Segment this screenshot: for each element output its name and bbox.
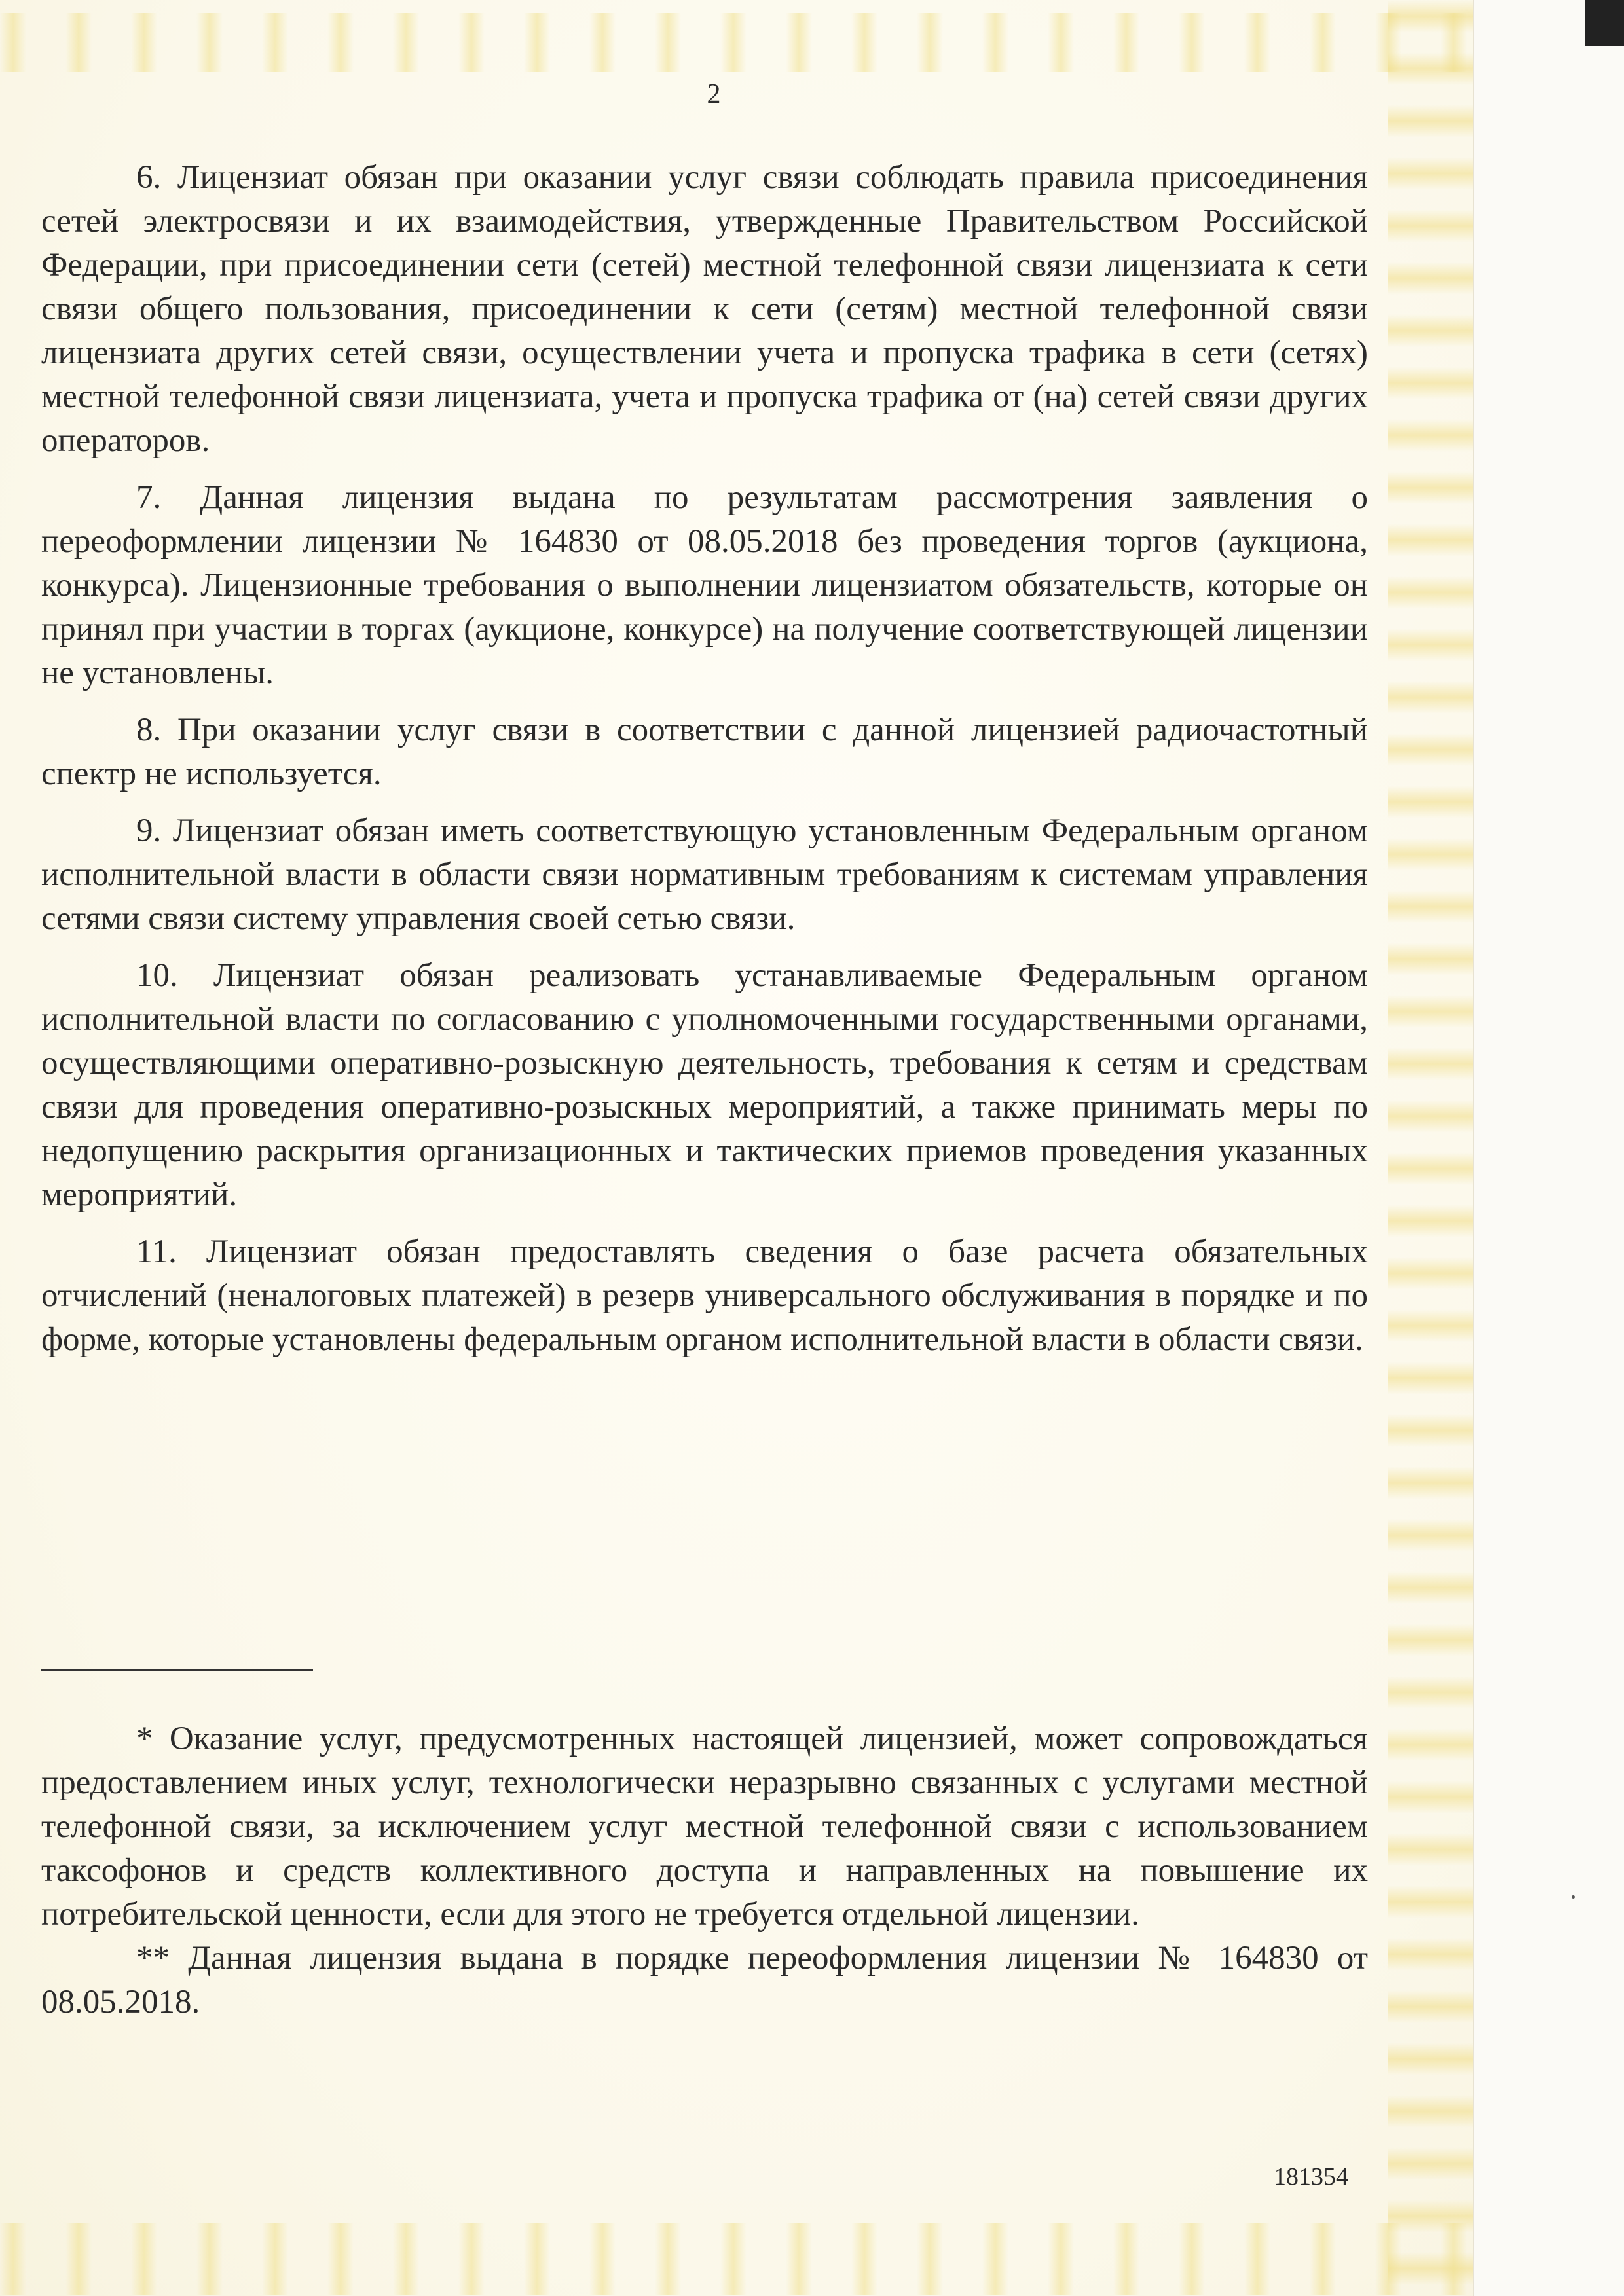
paragraph-8: 8. При оказании услуг связи в соответствии с данной лицензией радиочастотный спектр не используется.: [41, 712, 1368, 792]
footnote-2: ** Данная лицензия выдана в порядке переоформления лицензии № 164830 от 08.05.2018.: [41, 1940, 1368, 2020]
page-number: 2: [707, 79, 721, 109]
scan-corner-mark: [1585, 0, 1624, 46]
footnotes: [41, 1717, 1368, 2024]
paragraph-11: 11. Лицензиат обязан предоставлять сведения о базе расчета обязательных отчислений (неналоговых платежей) в резерв универсального обслуживания в порядке и по форме, которые установлены федеральным органом исполнительной власти в области связи.: [41, 1233, 1368, 1358]
paragraph-9: 9. Лицензиат обязан иметь соответствующую установленным Федеральным органом исполнительной власти в области связи нормативным требованиям к системам управления сетями связи систему управления своей сетью связи.: [41, 812, 1368, 937]
serial-number: 181354: [1274, 2163, 1348, 2191]
decorative-border-right: [1388, 0, 1473, 2296]
decorative-border-bottom: [0, 2223, 1473, 2295]
decorative-border-top: [0, 13, 1473, 72]
paragraph-10: 10. Лицензиат обязан реализовать устанавливаемые Федеральным органом исполнительной власти по согласованию с уполномоченными государственными органами, осуществляющими оперативно-розыскную деятельность, требования к сетям и средствам связи для проведения оперативно-розыскных мероприятий, а также принимать меры по недопущению раскрытия организационных и тактических приемов проведения указанных мероприятий.: [41, 957, 1368, 1213]
footnote-separator: [41, 1669, 313, 1671]
footnote-1: * Оказание услуг, предусмотренных настоящей лицензией, может сопровождаться предоставлением иных услуг, технологически неразрывно связанных с услугами местной телефонной связи, за исключением услуг местной телефонной связи с использованием таксофонов и средств коллективного доступа и направленных на повышение их потребительской ценности, если для этого не требуется отдельной лицензии.: [41, 1721, 1368, 1933]
scan-margin: [1473, 0, 1624, 2296]
license-conditions: [41, 156, 1368, 1375]
paragraph-7: 7. Данная лицензия выдана по результатам рассмотрения заявления о переоформлении лицензии № 164830 от 08.05.2018 без проведения торгов (аукциона, конкурса). Лицензионные требования о выполнении лицензиатом обязательств, которые он принял при участии в торгах (аукционе, конкурсе) на получение соответствующей лицензии не установлены.: [41, 479, 1368, 691]
scan-speck: [1572, 1895, 1575, 1899]
paragraph-6: 6. Лицензиат обязан при оказании услуг связи соблюдать правила присоединения сетей электросвязи и их взаимодействия, утвержденные Правительством Российской Федерации, при присоединении сети (сетей) местной телефонной связи лицензиата к сети связи общего пользования, присоединении к сети (сетям) местной телефонной связи лицензиата других сетей связи, осуществлении учета и пропуска трафика в сети (сетях) местной телефонной связи лицензиата, учета и пропуска трафика от (на) сетей связи других операторов.: [41, 159, 1368, 459]
